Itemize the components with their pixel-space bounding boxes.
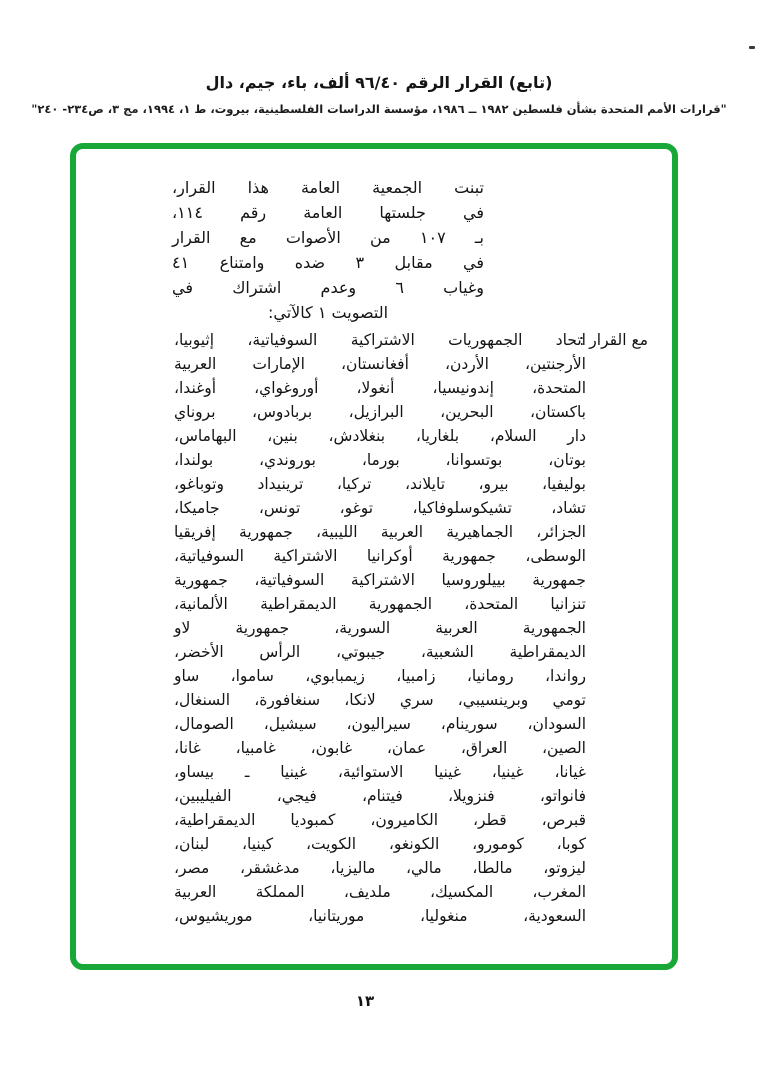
- country-list-line: الأرجنتين، الأردن، أفغانستان، الإمارات العربية: [174, 355, 586, 373]
- adoption-line: في جلستها العامة رقم ١١٤،: [172, 203, 484, 222]
- adoption-line: في مقابل ٣ ضده وامتناع ٤١: [172, 253, 485, 272]
- country-list-line: تومي وبرينسيبي، سري لانكا، سنغافورة، السنغال،: [174, 691, 586, 709]
- country-list-line: الوسطى، جمهورية أوكرانيا الاشتراكية السوفياتية،: [174, 547, 586, 565]
- country-list-line: الجمهورية العربية السورية، جمهورية لاو: [174, 619, 586, 637]
- resolution-text-box: [70, 143, 678, 970]
- country-list-line: المغرب، المكسيك، ملديف، المملكة العربية: [174, 883, 586, 901]
- adoption-line: تبنت الجمعية العامة هذا القرار،: [172, 178, 484, 197]
- country-list-line: المتحدة، إندونيسيا، أنغولا، أوروغواي، أوغندا،: [174, 379, 586, 397]
- page-header: [0, 72, 758, 116]
- ink-speck: [749, 46, 755, 49]
- adoption-line: بـ ١٠٧ من الأصوات مع القرار: [172, 228, 484, 247]
- country-list-line: قبرص، قطر، الكاميرون، كمبوديا الديمقراطية،: [174, 811, 586, 829]
- country-list-line: بوليفيا، بيرو، تايلاند، تركيا، ترينيداد وتوباغو،: [174, 475, 586, 493]
- country-list-line: جمهورية بييلوروسيا الاشتراكية السوفياتية، جمهورية: [174, 571, 586, 589]
- source-citation: "قرارات الأمم المتحدة بشأن فلسطين ١٩٨٢ ــ ١٩٨٦، مؤسسة الدراسات الفلسطينية، بيروت، ط ١، ١٩٩٤، مج ٣، ص٢٣٤- ٢٤٠": [31, 102, 727, 116]
- vote-for-label: مع القرار :: [579, 331, 648, 349]
- adoption-line: وغياب ٦ وعدم اشتراك في: [172, 278, 484, 297]
- country-list-line: الديمقراطية الشعبية، جيبوتي، الرأس الأخضر،: [174, 643, 586, 661]
- adoption-line: التصويت ١ كالآتي:: [267, 303, 389, 322]
- country-list-line: الصين، العراق، عمان، غابون، غامبيا، غانا،: [174, 739, 586, 757]
- country-list-line: بوتان، بوتسوانا، بورما، بوروندي، بولندا،: [174, 451, 586, 469]
- page-number: ١٣: [355, 992, 375, 1010]
- country-list-line: ليزوتو، مالطا، مالي، ماليزيا، مدغشقر، مصر،: [174, 859, 586, 877]
- country-list-line: دار السلام، بلغاريا، بنغلادش، بنين، البهاماس،: [174, 427, 586, 445]
- country-list-line: الجزائر، الجماهيرية العربية الليبية، جمهورية إفريقيا: [174, 523, 586, 541]
- country-list-line: رواندا، رومانيا، زامبيا، زيمبابوي، ساموا، ساو: [174, 667, 586, 685]
- country-list-line: غيانا، غينيا، غينيا الاستوائية، غينيا ـ بيساو،: [174, 763, 586, 781]
- country-list-line: تنزانيا المتحدة، الجمهورية الديمقراطية الألمانية،: [174, 595, 586, 613]
- adoption-paragraph: [172, 175, 484, 325]
- country-list-line: فانواتو، فنزويلا، فيتنام، فيجي، الفيليبين،: [174, 787, 586, 805]
- country-list-line: كوبا، كومورو، الكونغو، الكويت، كينيا، لبنان،: [174, 835, 586, 853]
- country-list-line: تشاد، تشيكوسلوفاكيا، توغو، تونس، جاميكا،: [174, 499, 586, 517]
- country-list-line: باكستان، البحرين، البرازيل، بربادوس، بروناي: [174, 403, 586, 421]
- country-list-line: السودان، سورينام، سيراليون، سيشيل، الصومال،: [174, 715, 586, 733]
- country-list-line: اتحاد الجمهوريات الاشتراكية السوفياتية، إثيوبيا،: [174, 331, 586, 349]
- country-list-line: السعودية، منغوليا، موريتانيا، موريشيوس،: [174, 907, 586, 925]
- vote-for-countries: [174, 328, 586, 928]
- resolution-title: (تابع) القرار الرقم ٩٦/٤٠ ألف، باء، جيم، دال: [205, 73, 553, 92]
- vote-record: [76, 328, 672, 928]
